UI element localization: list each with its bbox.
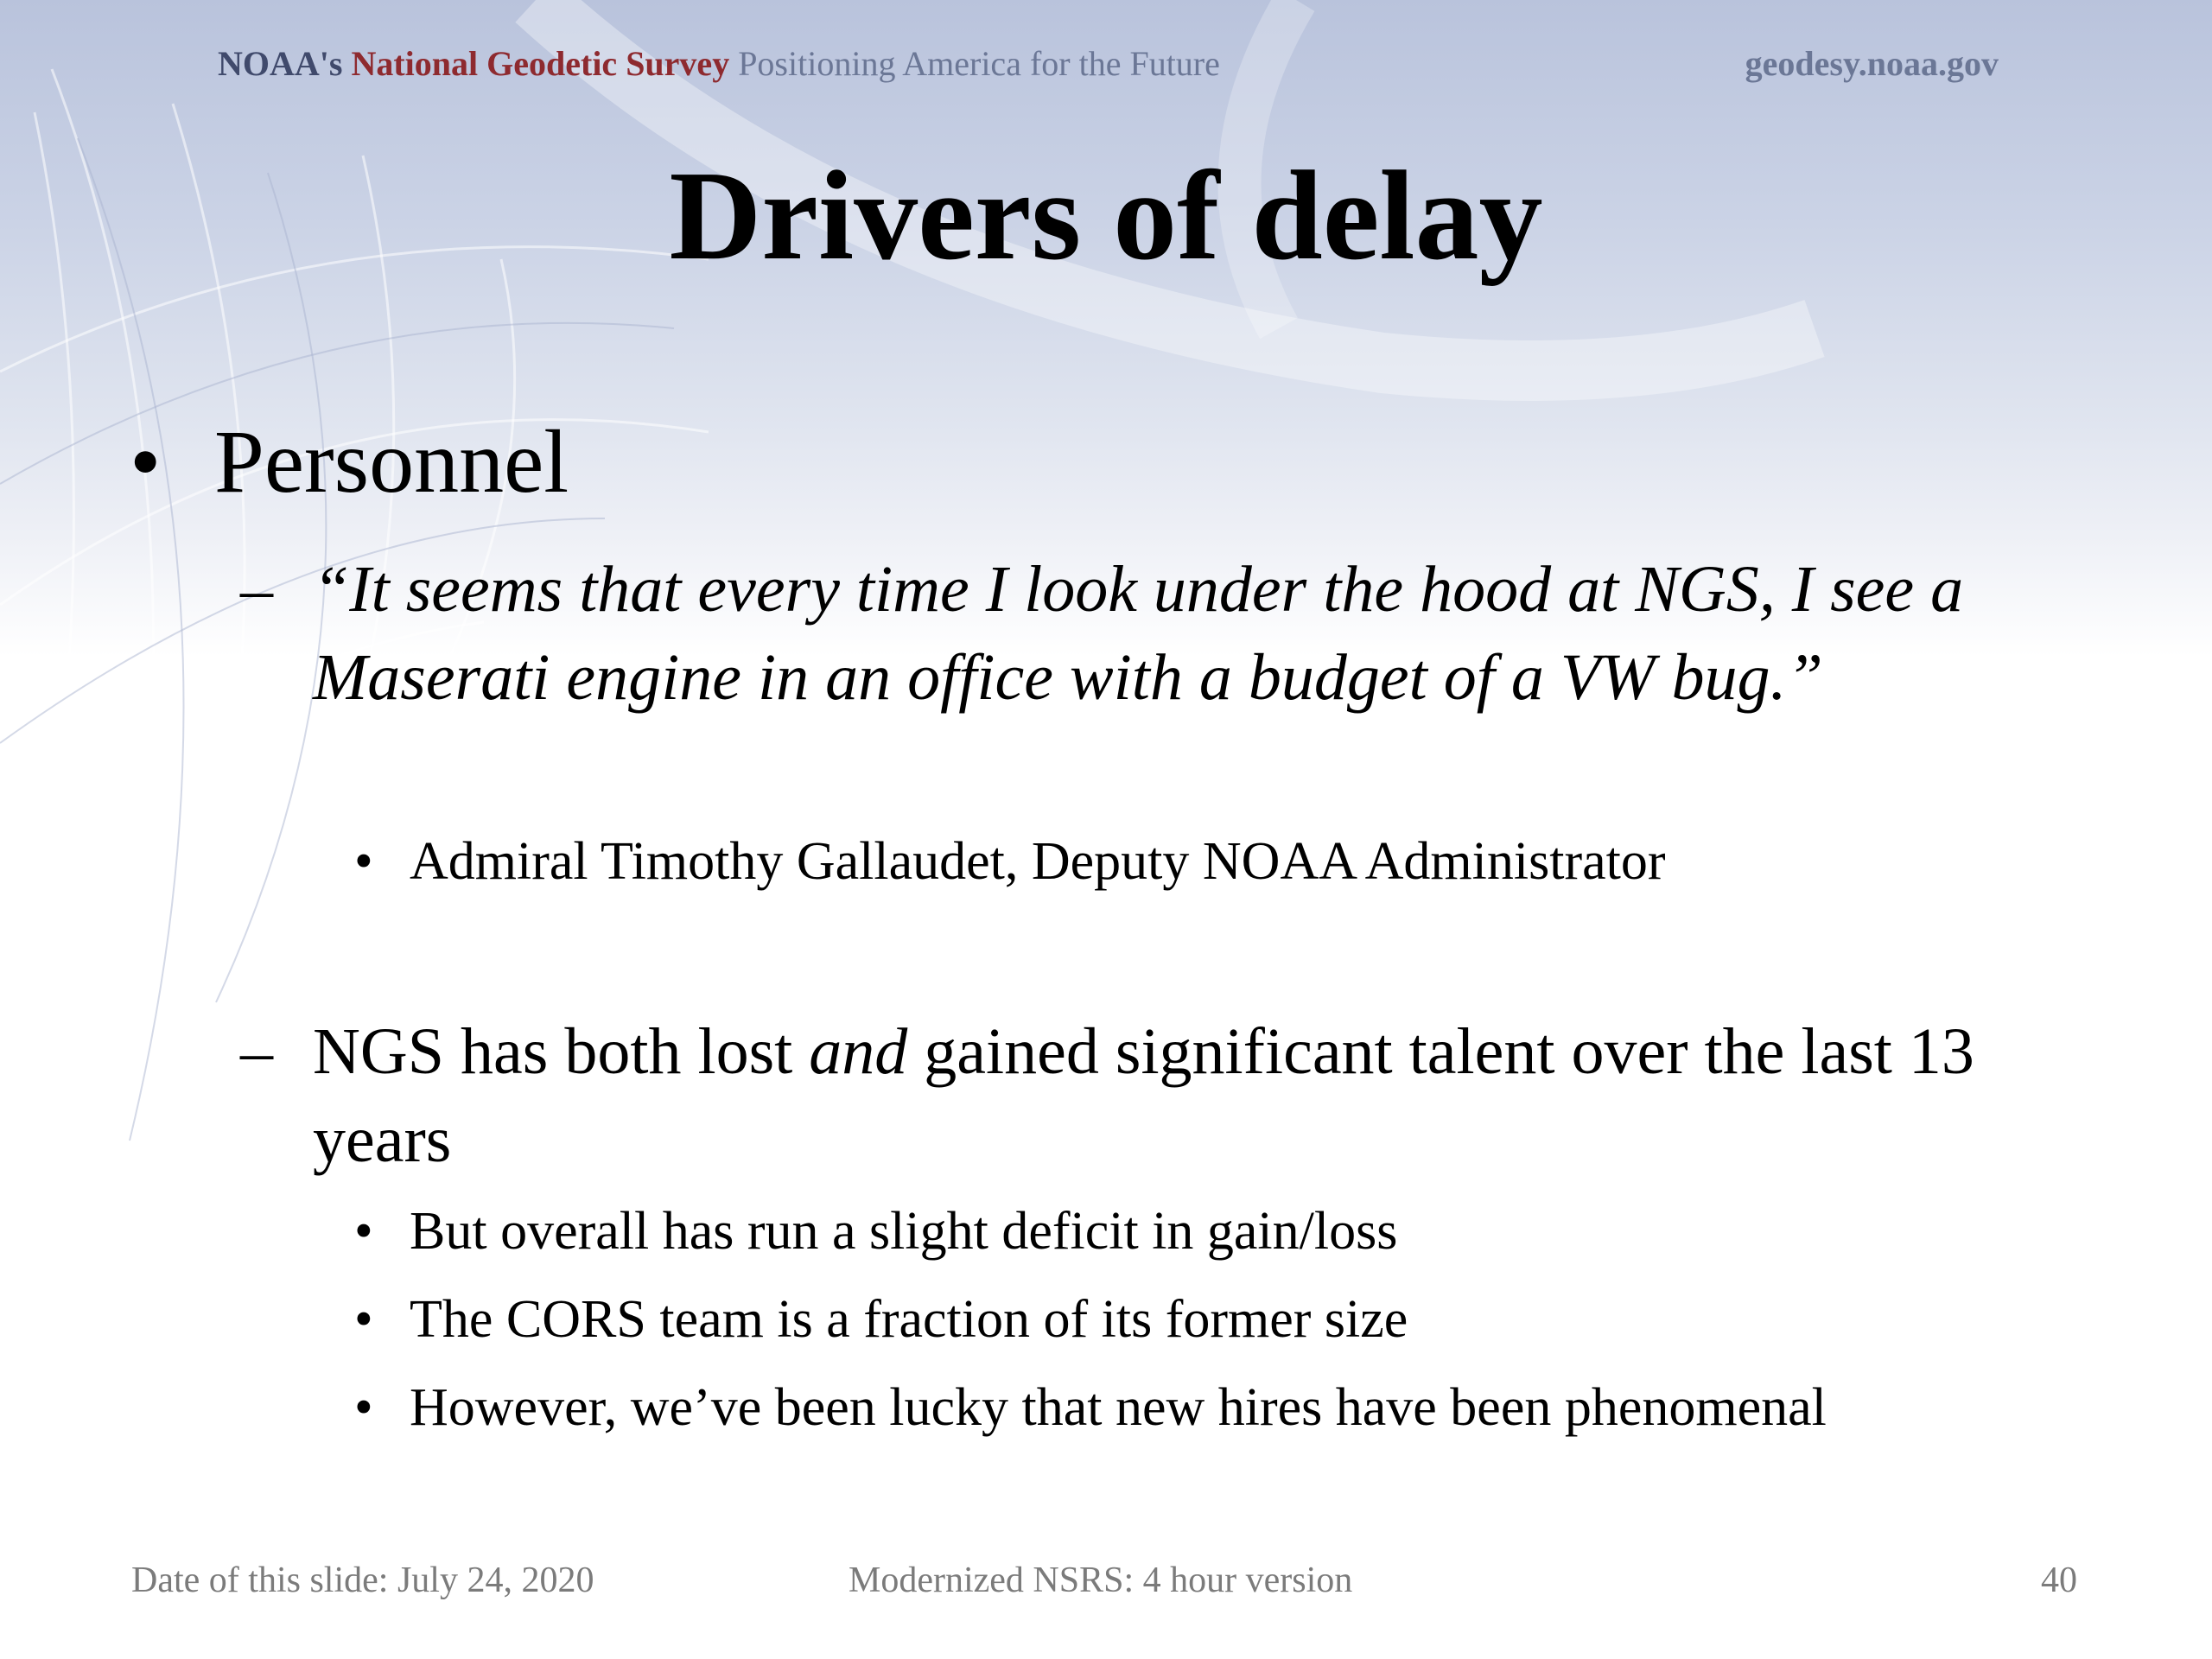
bullet-marker: • [354,1378,373,1437]
bullet-marker: • [354,1202,373,1261]
talent-text [313,1007,2084,1184]
talent-text-end: gained significant talent over the last 13 years [313,1015,1974,1176]
dash-marker: – [240,553,273,626]
sub-bullet-text: However, we’ve been lucky that new hires have been phenomenal [410,1378,1827,1437]
sub-bullet-text: The CORS team is a fraction of its former size [410,1290,1408,1349]
bullet-marker: • [354,832,373,891]
slide-title: Drivers of delay [669,145,1543,287]
page-number: 40 [2041,1560,2077,1600]
bullet-personnel-text: Personnel [214,412,569,512]
dash-marker: – [240,1015,273,1088]
bullet-marker: • [354,1290,373,1349]
talent-text-start: NGS has both lost [313,1015,810,1088]
header-website[interactable]: geodesy.noaa.gov [1745,44,1999,83]
header-tagline: Positioning America for the Future [738,44,1220,83]
footer-date: Date of this slide: July 24, 2020 [131,1560,594,1600]
talent-emphasis: and [809,1015,908,1088]
header-org: NOAA's [218,44,343,83]
attribution-text: Admiral Timothy Gallaudet, Deputy NOAA Administrator [410,832,1666,891]
bullet-marker: • [130,412,162,512]
header-agency: National Geodetic Survey [351,44,730,83]
footer-version: Modernized NSRS: 4 hour version [849,1560,1353,1600]
header-branding [218,43,1220,84]
quote-text: “It seems that every time I look under the hood at NGS, I see a Maserati engine in an office with a budget of a VW bug.” [313,553,1964,714]
sub-bullet-text: But overall has run a slight deficit in gain/loss [410,1202,1398,1261]
